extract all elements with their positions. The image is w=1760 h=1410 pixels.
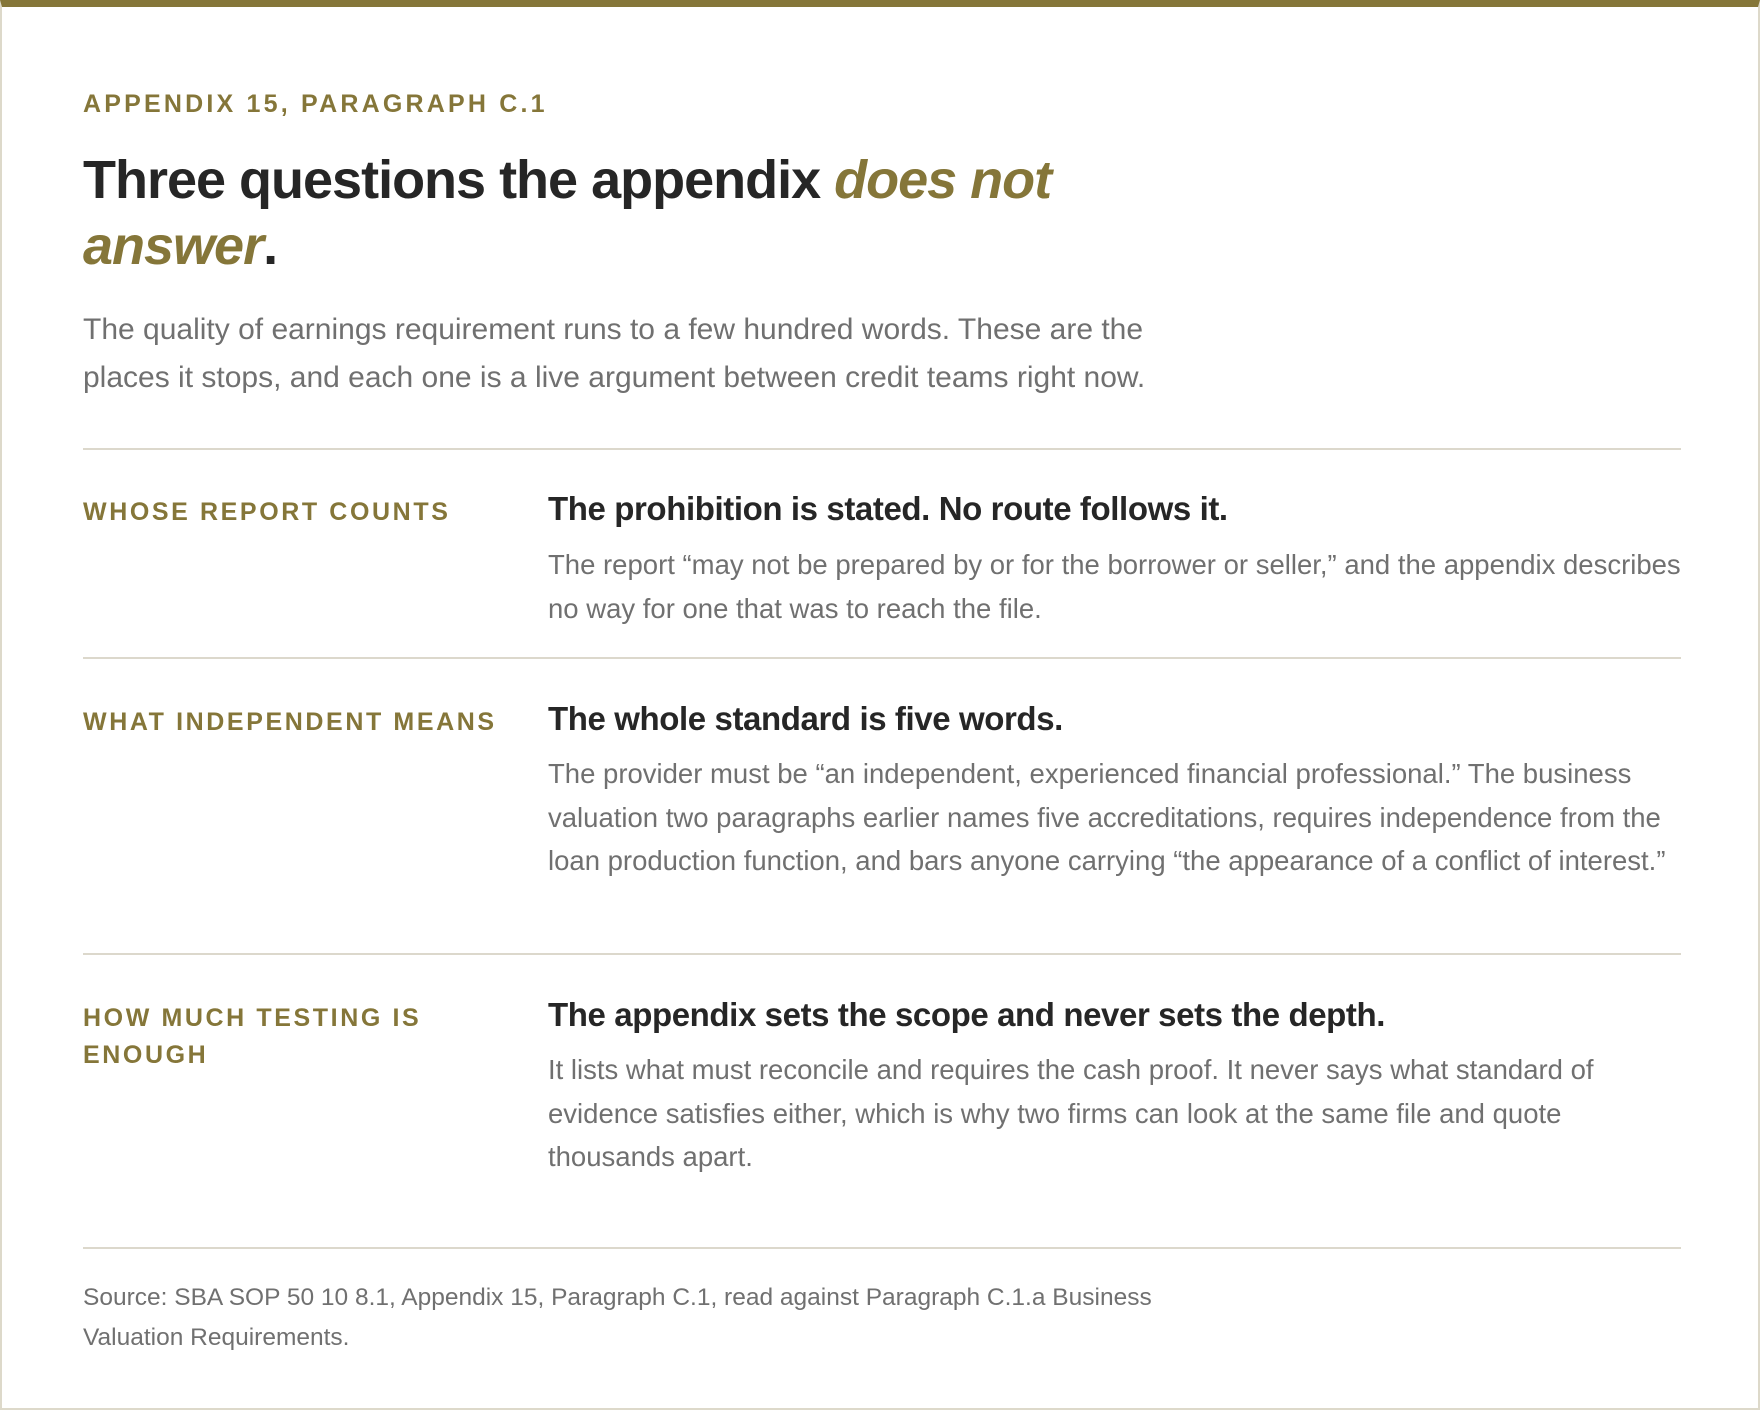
source-note: Source: SBA SOP 50 10 8.1, Appendix 15, Paragraph C.1, read against Paragraph C.1.a Business Valuation Requirements.: [83, 1284, 1152, 1351]
divider: [83, 657, 1681, 659]
row-label-testing: HOW MUCH TESTING IS ENOUGH: [83, 1004, 422, 1069]
headline-accent-2: answer: [83, 216, 264, 276]
row-heading-whose-report: The prohibition is stated. No route follows it.: [548, 490, 1228, 527]
headline-lead: Three questions the appendix: [83, 150, 835, 210]
row-heading-testing: The appendix sets the scope and never sets the depth.: [548, 996, 1386, 1033]
row-label-independent: WHAT INDEPENDENT MEANS: [83, 708, 497, 736]
row-body-independent: The provider must be “an independent, experienced financial professional.” The business valuation two paragraphs earlier names five accreditations, requires independence from the loan production function, and bars anyone carrying “the appearance of a conflict of interest.”: [548, 758, 1666, 876]
headline-accent-1: does not: [834, 150, 1052, 210]
page-title: [83, 147, 1083, 279]
row-body-testing: It lists what must reconcile and requires the cash proof. It never says what standard of evidence satisfies either, which is why two firms can look at the same file and quote thousands apart.: [548, 1054, 1594, 1172]
divider: [83, 1247, 1681, 1249]
eyebrow-label: APPENDIX 15, PARAGRAPH C.1: [83, 90, 548, 118]
divider: [83, 448, 1681, 450]
headline-end: .: [263, 216, 278, 276]
divider: [83, 953, 1681, 955]
row-heading-independent: The whole standard is five words.: [548, 700, 1063, 737]
intro-paragraph: The quality of earnings requirement runs to a few hundred words. These are the places it stops, and each one is a live argument between credit teams right now.: [83, 313, 1146, 394]
row-body-whose-report: The report “may not be prepared by or for the borrower or seller,” and the appendix describes no way for one that was to reach the file.: [548, 549, 1681, 624]
row-label-whose-report: WHOSE REPORT COUNTS: [83, 498, 451, 526]
